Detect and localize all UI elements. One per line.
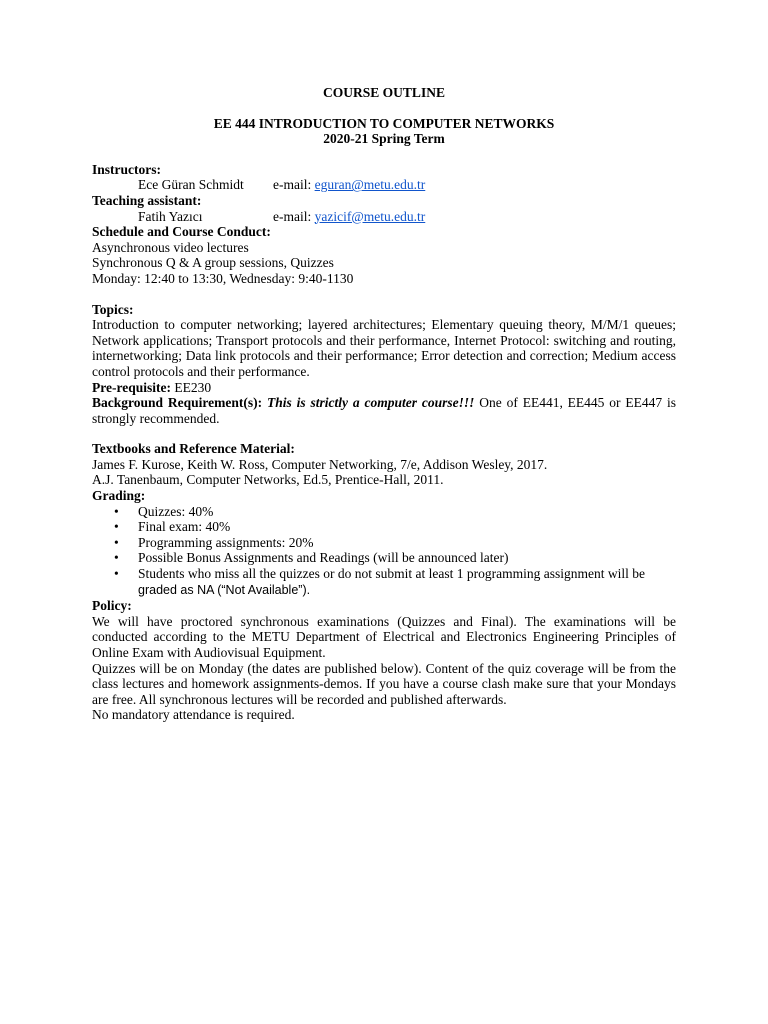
topics-text: Introduction to computer networking; layered architectures; Elementary queuing theory, M/M/1 queues; Network applications; Transport protocols and their performance, Internet Protocol: switching and routing, internetworking; Data link protocols and their performance; Error detection and correction; Medium access control protocols and their performance. — [92, 317, 676, 379]
instructor-row — [92, 177, 676, 193]
policy-label: Policy: — [92, 598, 132, 614]
grading-item-text: Final exam: 40% — [138, 519, 231, 535]
assistant-email-label: e-mail: — [273, 208, 312, 224]
instructors-label: Instructors: — [92, 161, 161, 177]
spacer — [92, 287, 676, 302]
grading-list — [92, 504, 676, 599]
policy-paragraph: We will have proctored synchronous examinations (Quizzes and Final). The examinations will be conducted according to the METU Department of Electrical and Electronics Engineering Principles of Online Exam with Audiovisual Equipment. — [92, 613, 676, 660]
bullet-icon: • — [114, 534, 119, 550]
textbooks-label: Textbooks and Reference Material: — [92, 441, 295, 457]
grading-item-text: Quizzes: 40% — [138, 503, 214, 519]
grading-item-text: Possible Bonus Assignments and Readings (will be announced later) — [138, 550, 509, 566]
document-body — [92, 85, 676, 723]
grading-item — [114, 566, 676, 598]
textbook-item: A.J. Tanenbaum, Computer Networks, Ed.5, Prentice-Hall, 2011. — [92, 472, 444, 488]
schedule-line: Synchronous Q & A group sessions, Quizzes — [92, 255, 334, 271]
schedule-line: Monday: 12:40 to 13:30, Wednesday: 9:40-1130 — [92, 270, 354, 286]
grading-label: Grading: — [92, 488, 146, 504]
topics-label: Topics: — [92, 301, 134, 317]
assistant-email-link[interactable]: yazicif@metu.edu.tr — [314, 208, 426, 224]
grading-item — [114, 535, 676, 551]
bullet-icon: • — [114, 519, 119, 535]
policy-paragraph: No mandatory attendance is required. — [92, 707, 295, 723]
grading-item — [114, 550, 676, 566]
schedule-line: Asynchronous video lectures — [92, 239, 249, 255]
bullet-icon: • — [114, 566, 119, 582]
grading-item-text: Programming assignments: 20% — [138, 534, 314, 550]
prereq-line — [92, 380, 676, 396]
prereq-value: EE230 — [174, 379, 212, 395]
background-emphasis: This is strictly a computer course!!! — [267, 395, 475, 411]
instructor-email-link[interactable]: eguran@metu.edu.tr — [314, 177, 426, 193]
document-heading: COURSE OUTLINE — [323, 85, 445, 100]
schedule-label: Schedule and Course Conduct: — [92, 224, 271, 240]
grading-item-text: Students who miss all the quizzes or do not submit at least 1 programming assignment will be — [138, 566, 645, 582]
spacer — [92, 426, 676, 441]
textbook-item: James F. Kurose, Keith W. Ross, Computer Networking, 7/e, Addison Wesley, 2017. — [92, 456, 548, 472]
policy-paragraph: Quizzes will be on Monday (the dates are published below). Content of the quiz coverage will be from the class lectures and homework assignments-demos. If you have a course clash make sure that your Mondays are free. All synchronous lectures will be recorded and published afterwards. — [92, 660, 676, 707]
assistant-row — [92, 209, 676, 225]
bullet-icon: • — [114, 503, 119, 519]
bullet-icon: • — [114, 550, 119, 566]
background-rest: One of EE441, EE445 or EE447 is strongly recommended. — [92, 395, 677, 426]
prereq-label: Pre-requisite: — [92, 379, 171, 395]
grading-item — [114, 519, 676, 535]
spacer — [92, 147, 676, 162]
background-label: Background Requirement(s): — [92, 395, 263, 411]
grading-na-note: graded as NA (“Not Available”). — [138, 582, 311, 597]
assistant-label: Teaching assistant: — [92, 192, 202, 208]
course-title: EE 444 INTRODUCTION TO COMPUTER NETWORKS — [213, 115, 555, 131]
instructor-email-label: e-mail: — [273, 177, 312, 193]
assistant-name: Fatih Yazıcı — [138, 208, 203, 224]
background-line — [92, 395, 676, 426]
grading-item — [114, 504, 676, 520]
instructor-name: Ece Güran Schmidt — [138, 177, 244, 193]
term-label: 2020-21 Spring Term — [323, 131, 445, 147]
